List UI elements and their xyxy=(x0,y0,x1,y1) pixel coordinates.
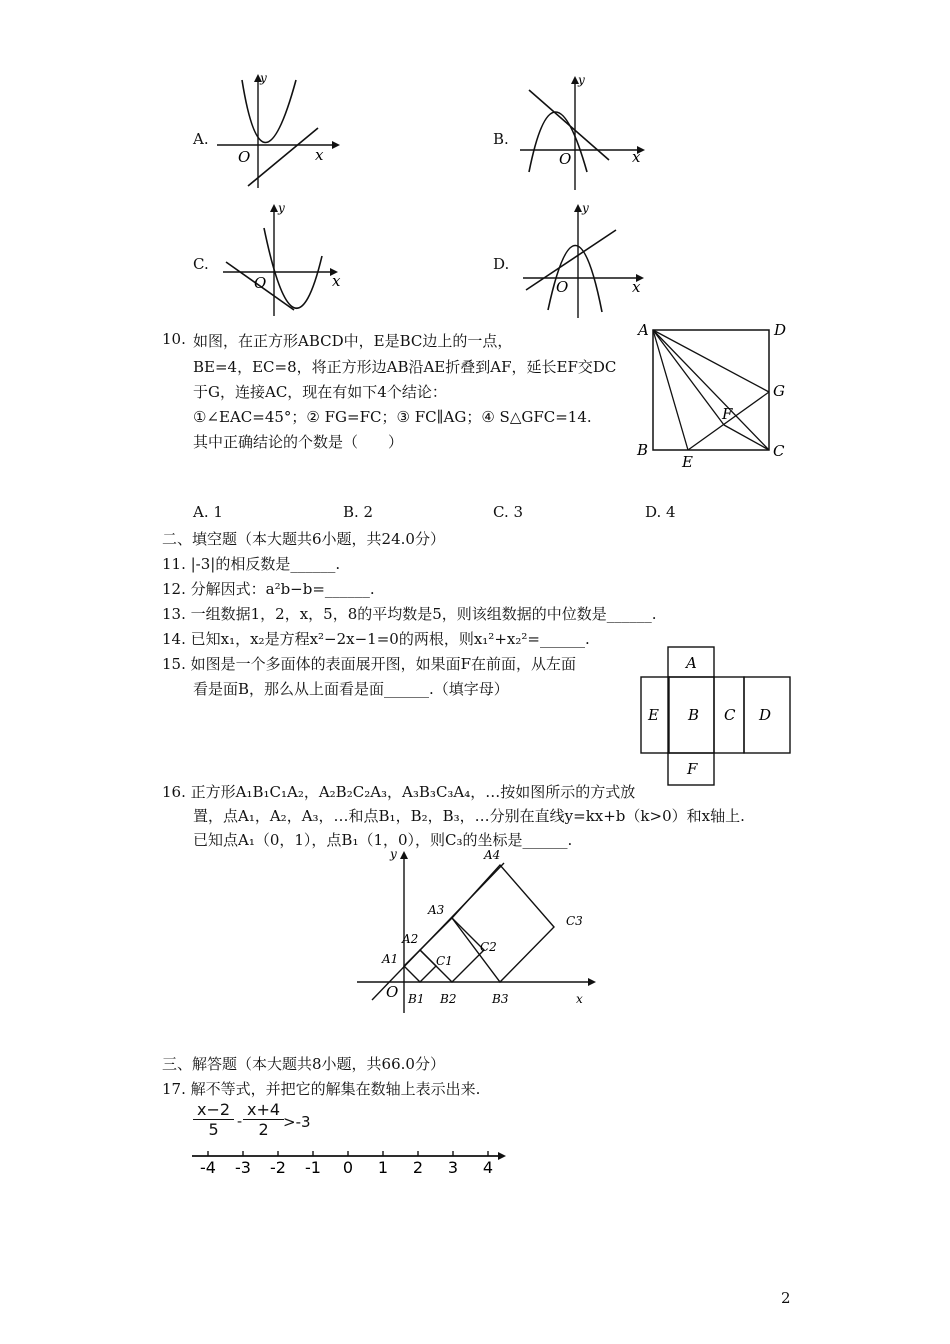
svg-text:O: O xyxy=(254,274,267,292)
q16-line2: 置，点A₁，A₂，A₃，…和点B₁，B₂，B₃，…分别在直线y=kx+b（k>0）和x轴上. xyxy=(193,807,745,825)
number-line-tick-label: -1 xyxy=(305,1158,321,1177)
section2-heading: 二、填空题（本大题共6小题，共24.0分） xyxy=(162,530,445,548)
q16-line3: 已知点A₁（0，1），点B₁（1，0），则C₃的坐标是______. xyxy=(193,831,573,849)
graph-option-d xyxy=(518,200,653,325)
svg-text:A: A xyxy=(638,321,649,339)
number-line-tick-label: 1 xyxy=(377,1158,389,1177)
number-line-tick-label: 4 xyxy=(482,1158,494,1177)
q17-minus: - xyxy=(237,1112,243,1130)
svg-text:D: D xyxy=(774,321,787,339)
svg-text:E: E xyxy=(648,706,659,724)
number-line-tick-label: 0 xyxy=(342,1158,354,1177)
svg-text:B2: B2 xyxy=(440,992,457,1006)
option-a-label: A. xyxy=(193,130,209,148)
svg-text:B: B xyxy=(688,706,700,724)
svg-text:y: y xyxy=(390,847,397,861)
number-line-tick-label: -3 xyxy=(235,1158,251,1177)
svg-text:O: O xyxy=(556,278,569,296)
svg-text:x: x xyxy=(576,992,583,1006)
section3-heading: 三、解答题（本大题共8小题，共66.0分） xyxy=(162,1055,445,1073)
svg-text:B3: B3 xyxy=(492,992,509,1006)
q17-number-line xyxy=(188,1145,513,1181)
svg-text:B1: B1 xyxy=(408,992,425,1006)
graph-option-b xyxy=(515,72,650,197)
q10-square-figure xyxy=(630,318,795,473)
svg-text:F: F xyxy=(687,760,698,778)
svg-text:A1: A1 xyxy=(382,952,399,966)
q14: 14. 已知x₁，x₂是方程x²−2x−1=0的两根，则x₁²+x₂²=______. xyxy=(162,630,590,648)
q13: 13. 一组数据1，2，x，5，8的平均数是5，则该组数据的中位数是______. xyxy=(162,605,657,623)
svg-text:O: O xyxy=(386,983,399,1001)
svg-text:C2: C2 xyxy=(480,940,497,954)
q16-line1: 16. 正方形A₁B₁C₁A₂，A₂B₂C₂A₃，A₃B₃C₃A₄，…按如图所示的方式放 xyxy=(162,783,636,801)
number-line-tick-label: -4 xyxy=(200,1158,216,1177)
q17-rhs: >-3 xyxy=(283,1113,311,1131)
svg-text:C3: C3 xyxy=(566,914,583,928)
svg-text:y: y xyxy=(260,71,267,85)
svg-text:C: C xyxy=(724,706,736,724)
svg-text:x: x xyxy=(315,146,324,164)
q10-number: 10. xyxy=(162,330,186,348)
q10-line3: 于G，连接AC，现在有如下4个结论： xyxy=(193,383,447,401)
svg-text:F: F xyxy=(722,405,733,423)
svg-text:A: A xyxy=(686,654,697,672)
q15-net-figure xyxy=(638,644,796,788)
svg-text:y: y xyxy=(582,201,589,215)
svg-text:A3: A3 xyxy=(428,903,445,917)
svg-text:x: x xyxy=(332,272,341,290)
svg-text:y: y xyxy=(578,73,585,87)
q10-option-d: D. 4 xyxy=(645,503,676,521)
q17-fraction-2: $\frac{x+4}{2}$ xyxy=(243,1100,284,1139)
q15-line2: 看是面B，那么从上面看是面______.（填字母） xyxy=(193,680,509,698)
number-line-tick-label: 2 xyxy=(412,1158,424,1177)
q11: 11. |-3|的相反数是______. xyxy=(162,555,341,573)
graph-option-c xyxy=(218,198,353,323)
page-number: 2 xyxy=(781,1289,791,1307)
svg-text:x: x xyxy=(632,278,641,296)
option-b-label: B. xyxy=(493,130,509,148)
q10-line4: ①∠EAC=45°；② FG=FC；③ FC∥AG；④ S△GFC=14. xyxy=(193,408,592,426)
svg-text:G: G xyxy=(773,382,785,400)
number-line-tick-label: 3 xyxy=(447,1158,459,1177)
q12: 12. 分解因式：a²b−b=______. xyxy=(162,580,375,598)
graph-option-a xyxy=(212,70,342,195)
svg-text:E: E xyxy=(682,453,693,471)
svg-text:C1: C1 xyxy=(436,954,453,968)
q16-squares-figure xyxy=(352,845,602,1017)
option-c-label: C. xyxy=(193,255,209,273)
number-line-tick-label: -2 xyxy=(270,1158,286,1177)
q10-option-c: C. 3 xyxy=(493,503,524,521)
q10-option-b: B. 2 xyxy=(343,503,374,521)
svg-text:A2: A2 xyxy=(402,932,419,946)
svg-text:C: C xyxy=(773,442,785,460)
q17-fraction-1: $\frac{x-2}{5}$ xyxy=(193,1100,234,1139)
q10-line1: 如图，在正方形ABCD中，E是BC边上的一点， xyxy=(193,332,513,350)
svg-text:O: O xyxy=(559,150,572,168)
q10-option-a: A. 1 xyxy=(193,503,223,521)
q10-line5: 其中正确结论的个数是（ ） xyxy=(193,433,404,451)
svg-text:x: x xyxy=(632,148,641,166)
option-d-label: D. xyxy=(493,255,510,273)
svg-text:O: O xyxy=(238,148,251,166)
q10-line2: BE=4，EC=8，将正方形边AB沿AE折叠到AF，延长EF交DC xyxy=(193,358,617,376)
svg-text:y: y xyxy=(278,201,285,215)
q17-text: 17. 解不等式，并把它的解集在数轴上表示出来. xyxy=(162,1080,481,1098)
q15-line1: 15. 如图是一个多面体的表面展开图，如果面F在前面，从左面 xyxy=(162,655,577,673)
svg-text:A4: A4 xyxy=(484,848,501,862)
svg-text:D: D xyxy=(759,706,772,724)
svg-text:B: B xyxy=(637,441,649,459)
